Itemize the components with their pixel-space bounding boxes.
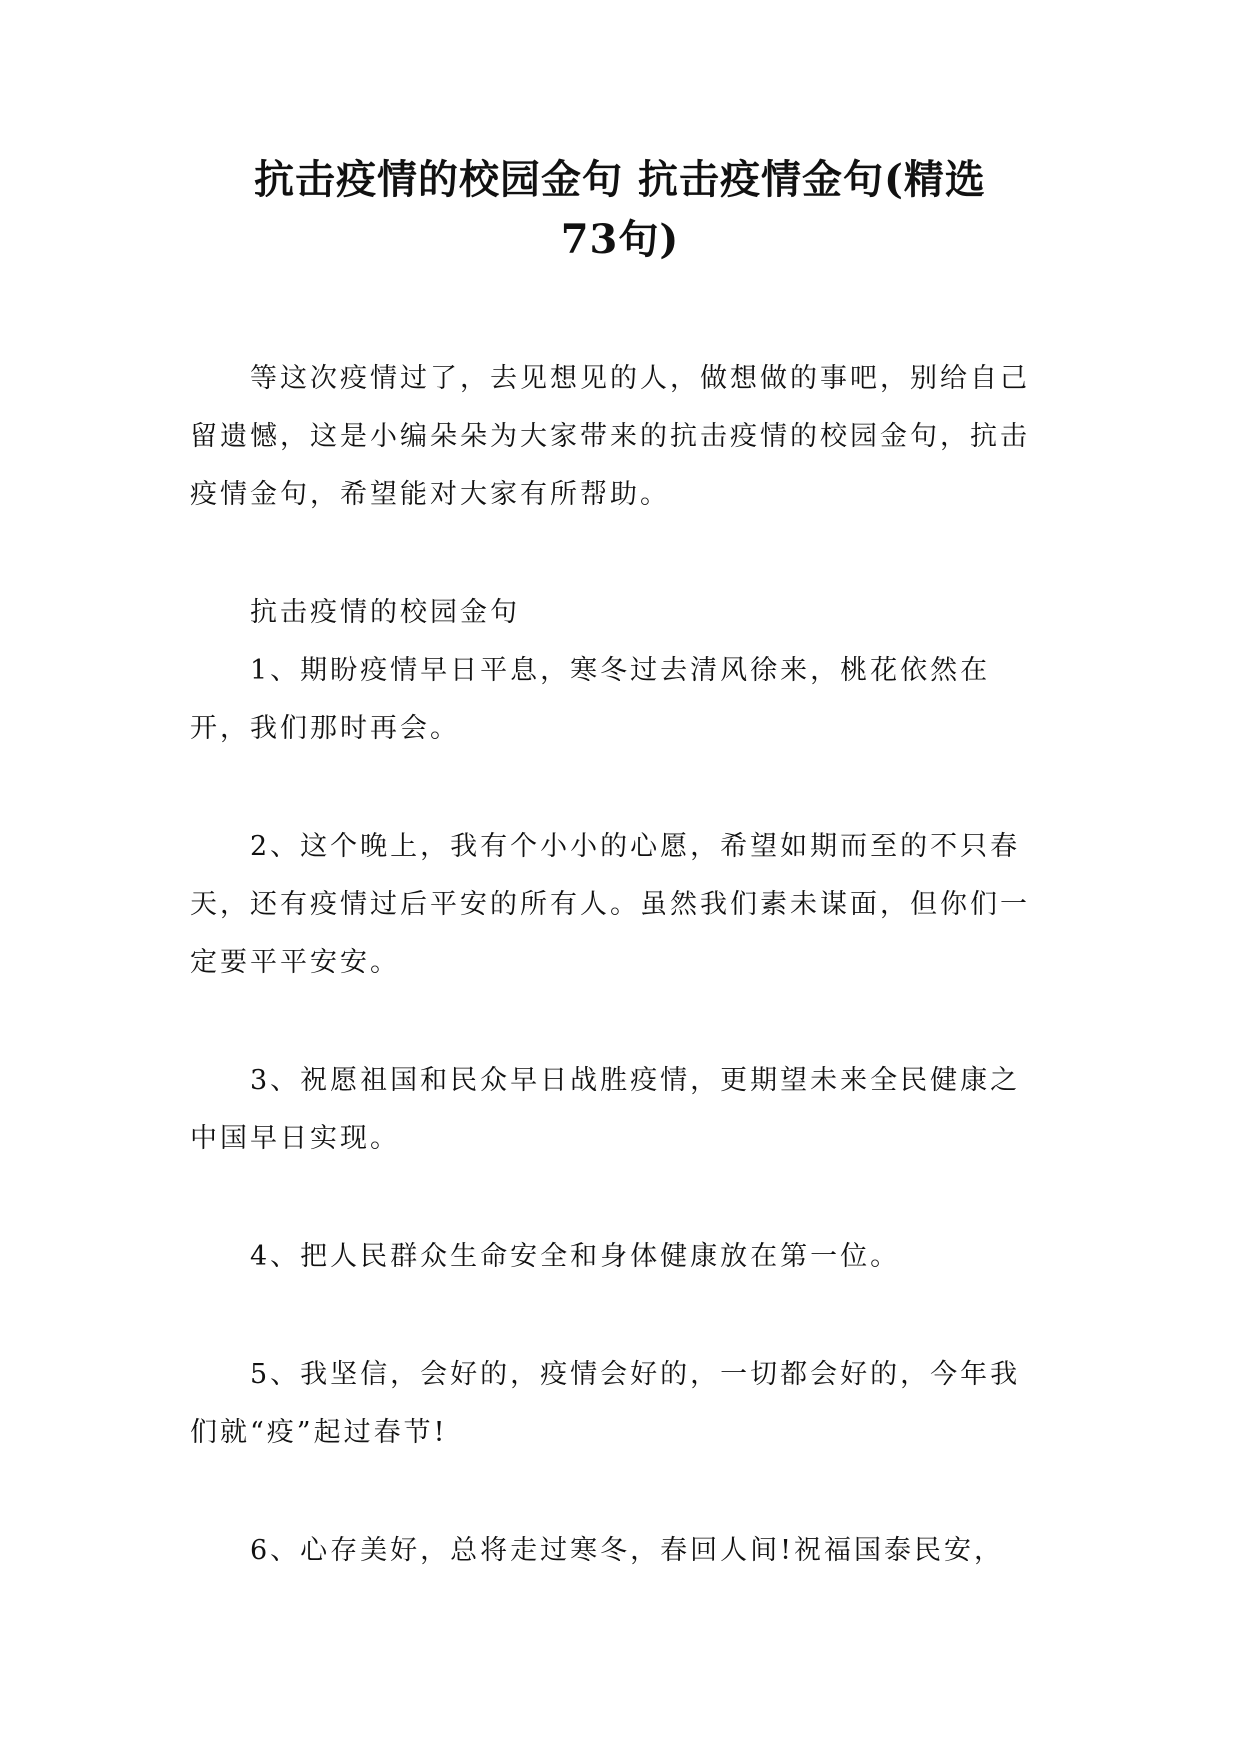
paragraph-gap	[190, 1168, 1050, 1228]
list-item: 5、我坚信，会好的，疫情会好的，一切都会好的，今年我们就“疫”起过春节!	[190, 1359, 1021, 1448]
paragraph-gap	[190, 1462, 1050, 1522]
document-title	[190, 150, 1050, 270]
list-item: 2、这个晚上，我有个小小的心愿，希望如期而至的不只春天，还有疫情过后平安的所有人。虽然我们素未谋面，但你们一定要平平安安。	[190, 831, 1030, 978]
document-body	[190, 350, 1050, 1580]
section-heading: 抗击疫情的校园金句	[250, 597, 520, 628]
title-line-1: 抗击疫情的校园金句 抗击疫情金句(精选	[254, 156, 986, 203]
document-page	[190, 150, 1050, 1580]
list-item: 3、祝愿祖国和民众早日战胜疫情，更期望未来全民健康之中国早日实现。	[190, 1065, 1021, 1154]
intro-paragraph: 等这次疫情过了，去见想见的人，做想做的事吧，别给自己留遗憾，这是小编朵朵为大家带来的抗击疫情的校园金句，抗击疫情金句，希望能对大家有所帮助。	[190, 363, 1030, 510]
list-item: 6、心存美好，总将走过寒冬，春回人间!祝福国泰民安，	[250, 1535, 1005, 1566]
title-line-2: 73句)	[560, 216, 680, 263]
paragraph-gap	[190, 1286, 1050, 1346]
list-item: 4、把人民群众生命安全和身体健康放在第一位。	[250, 1241, 901, 1272]
paragraph-gap	[190, 758, 1050, 818]
paragraph-gap	[190, 992, 1050, 1052]
list-item: 1、期盼疫情早日平息，寒冬过去清风徐来，桃花依然在开，我们那时再会。	[190, 655, 991, 744]
